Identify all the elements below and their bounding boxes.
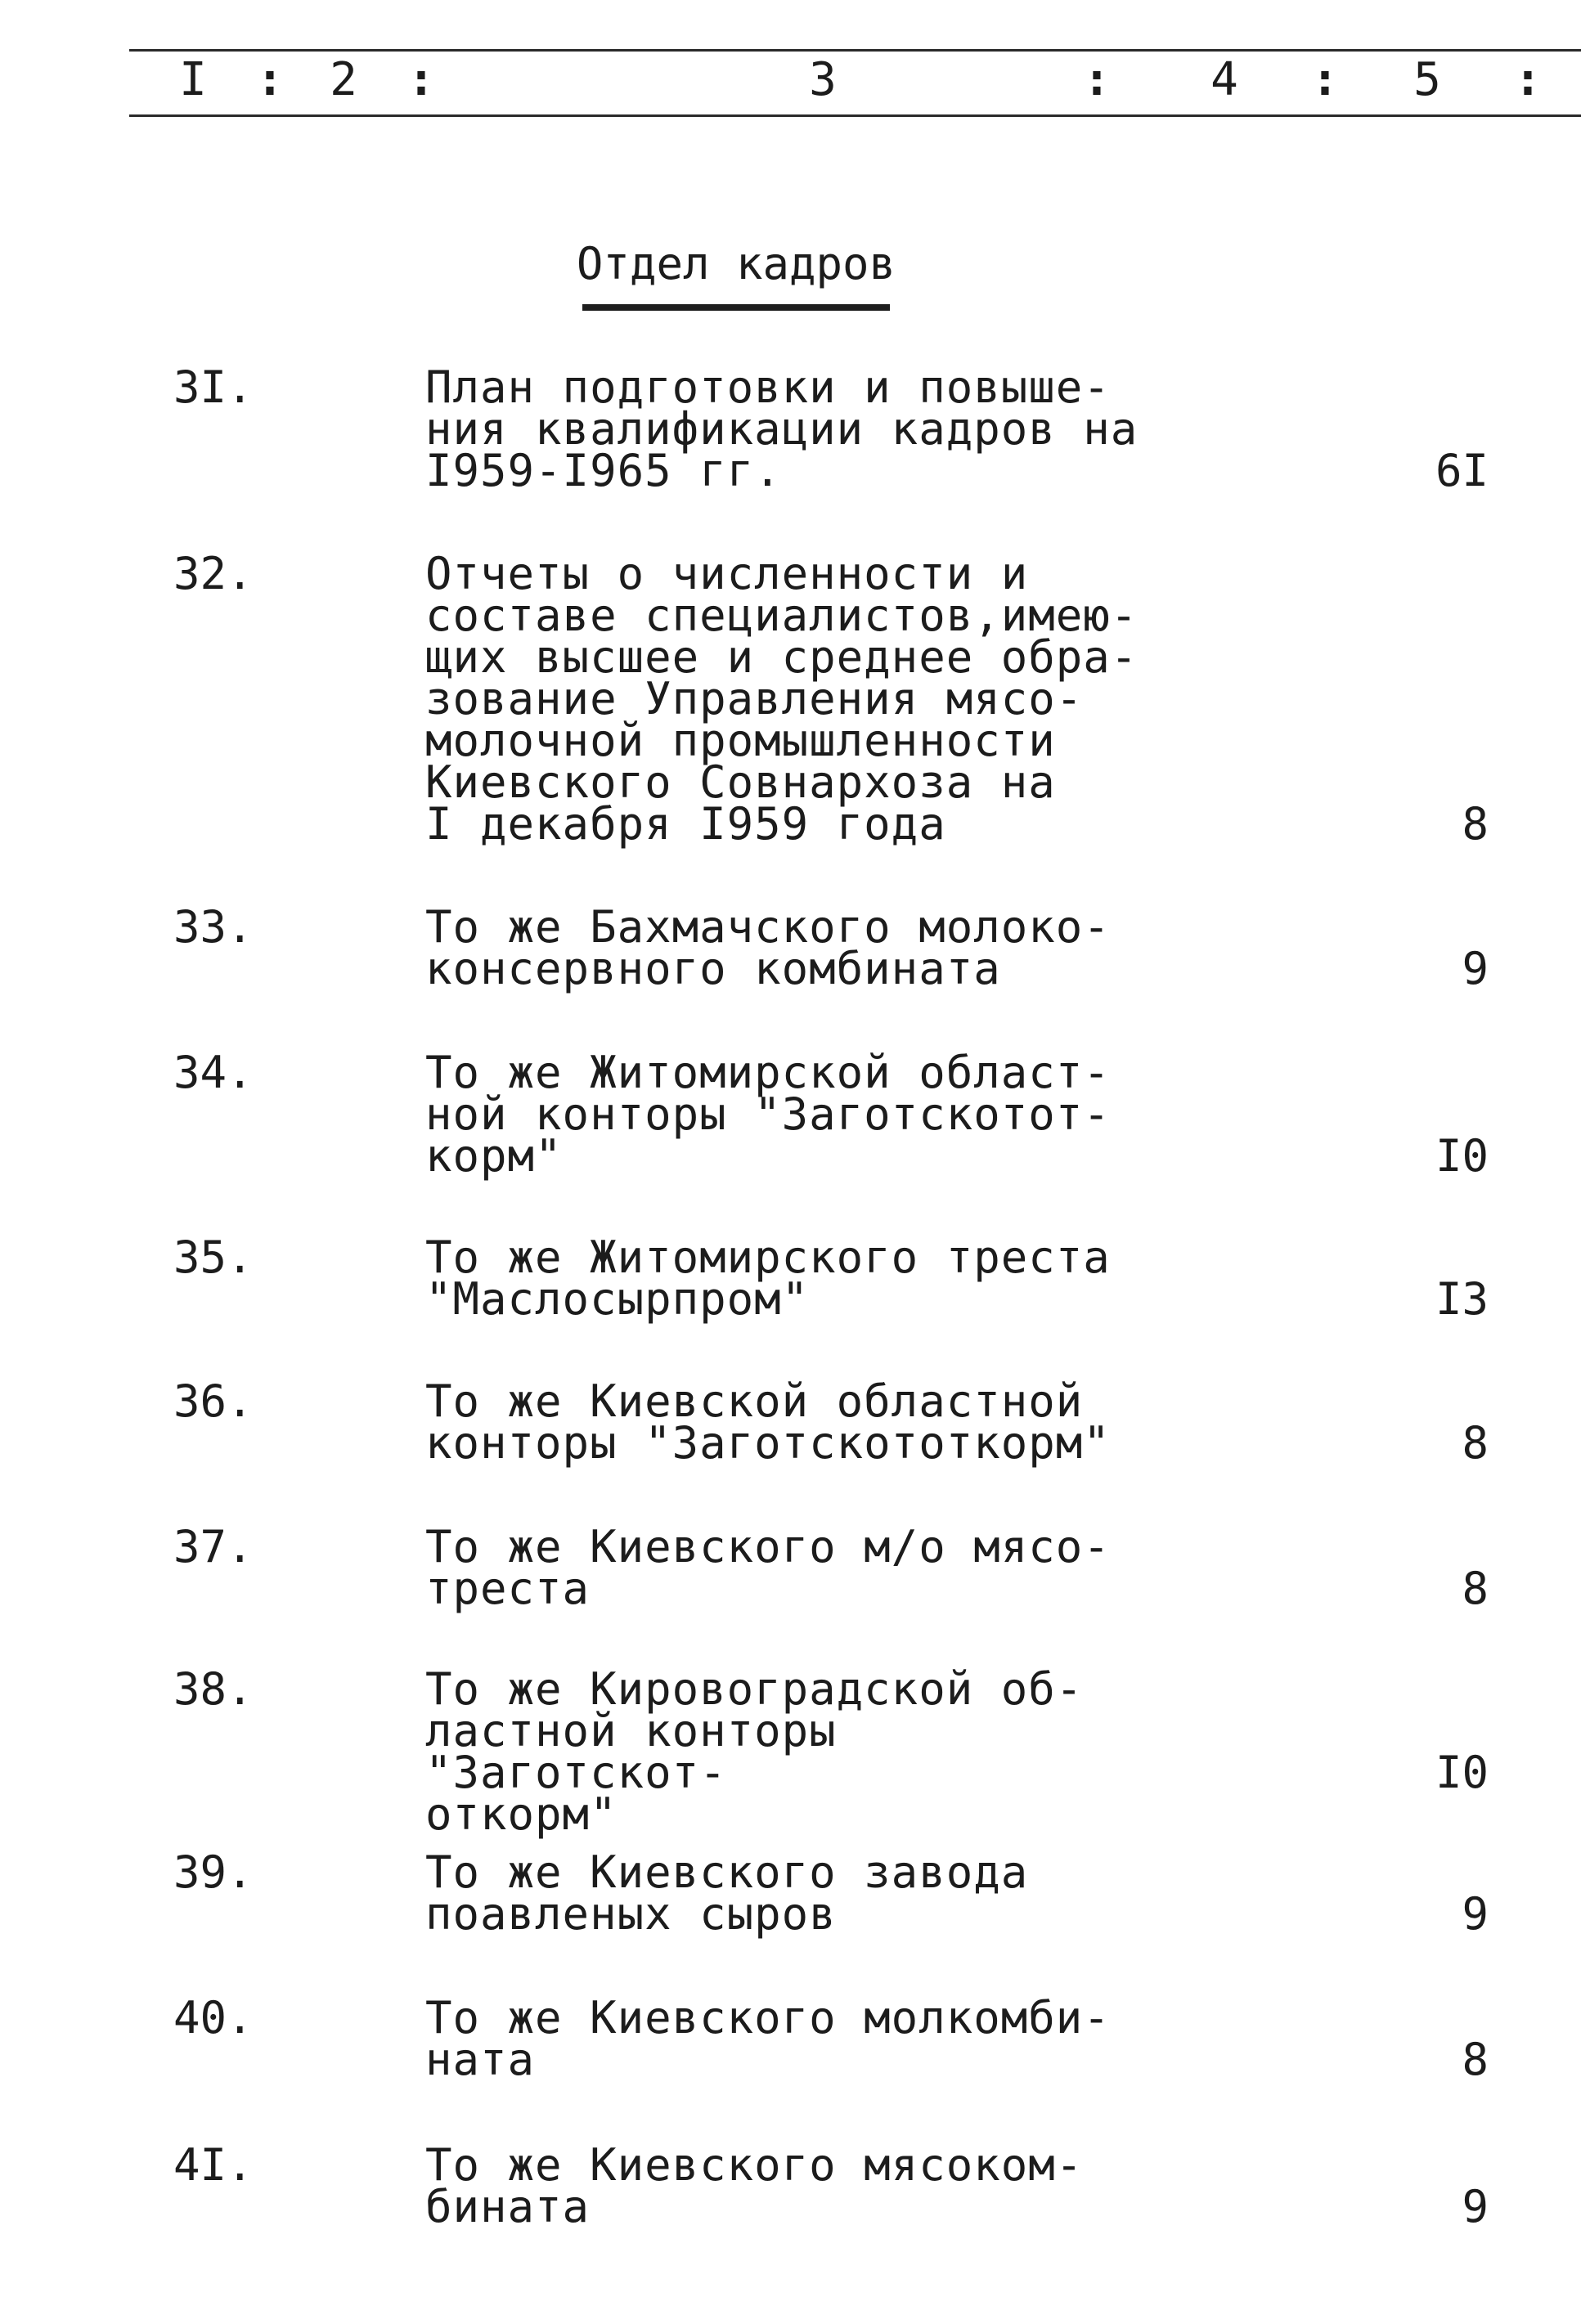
column-header-2: 2 xyxy=(330,53,357,106)
entry-sheet-count: I3 xyxy=(1435,1273,1489,1325)
column-separator: : xyxy=(407,53,435,106)
entry-sheet-count: I0 xyxy=(1435,1130,1489,1182)
entry-title: То же Киевского завода поавленых сыров xyxy=(425,1846,1029,1940)
entry-number: 4I. xyxy=(173,2139,254,2191)
entry-number: 35. xyxy=(173,1232,254,1283)
column-separator: : xyxy=(1514,53,1542,106)
entry-sheet-count: 9 xyxy=(1462,943,1489,994)
column-header-1: I xyxy=(179,53,207,106)
entry-title: То же Киевской областной конторы "Заготскототкорм" xyxy=(425,1375,1111,1469)
section-title-underline xyxy=(582,304,890,311)
entry-sheet-count: 8 xyxy=(1462,1563,1489,1614)
entry-number: 3I. xyxy=(173,361,254,413)
entry-sheet-count: 9 xyxy=(1462,1888,1489,1940)
column-header-3: 3 xyxy=(809,53,837,106)
entry-sheet-count: 8 xyxy=(1462,2034,1489,2085)
entry-sheet-count: 8 xyxy=(1462,798,1489,850)
entry-title: То же Житомирской област- ной конторы "Заготскотот- корм" xyxy=(425,1047,1111,1182)
entry-number: 33. xyxy=(173,901,254,953)
entry-number: 34. xyxy=(173,1047,254,1098)
entry-number: 40. xyxy=(173,1992,254,2044)
column-separator: : xyxy=(256,53,284,106)
column-separator: : xyxy=(1083,53,1111,106)
entry-sheet-count: I0 xyxy=(1435,1747,1489,1798)
entry-title: То же Киевского м/о мясо- треста xyxy=(425,1521,1111,1614)
entry-number: 38. xyxy=(173,1663,254,1715)
header-bottom-rule xyxy=(129,114,1581,117)
entry-number: 37. xyxy=(173,1521,254,1573)
entry-title: То же Житомирского треста "Маслосырпром" xyxy=(425,1232,1111,1325)
entry-title: Отчеты о численности и составе специалистов,имею- щих высшее и среднее обра- зование Управления мясо- молочной промышленности Киевского Совнархоза на I декабря I959 года xyxy=(425,548,1139,850)
entry-sheet-count: 9 xyxy=(1462,2181,1489,2232)
section-title: Отдел кадров xyxy=(576,238,896,289)
entry-sheet-count: 6I xyxy=(1435,445,1489,496)
entry-title: То же Кировоградской об- ластной конторы "Заготскот- откорм" xyxy=(425,1663,1084,1840)
entry-title: То же Киевского молкомби- ната xyxy=(425,1992,1111,2085)
entry-number: 32. xyxy=(173,548,254,599)
entry-sheet-count: 8 xyxy=(1462,1417,1489,1469)
entry-number: 36. xyxy=(173,1375,254,1427)
column-header-5: 5 xyxy=(1413,53,1441,106)
entry-title: План подготовки и повыше- ния квалификации кадров на I959-I965 гг. xyxy=(425,361,1139,496)
entry-title: То же Киевского мясоком- бината xyxy=(425,2139,1084,2232)
entry-title: То же Бахмачского молоко- консервного комбината xyxy=(425,901,1111,994)
column-separator: : xyxy=(1311,53,1339,106)
entry-number: 39. xyxy=(173,1846,254,1898)
column-header-4: 4 xyxy=(1210,53,1238,106)
